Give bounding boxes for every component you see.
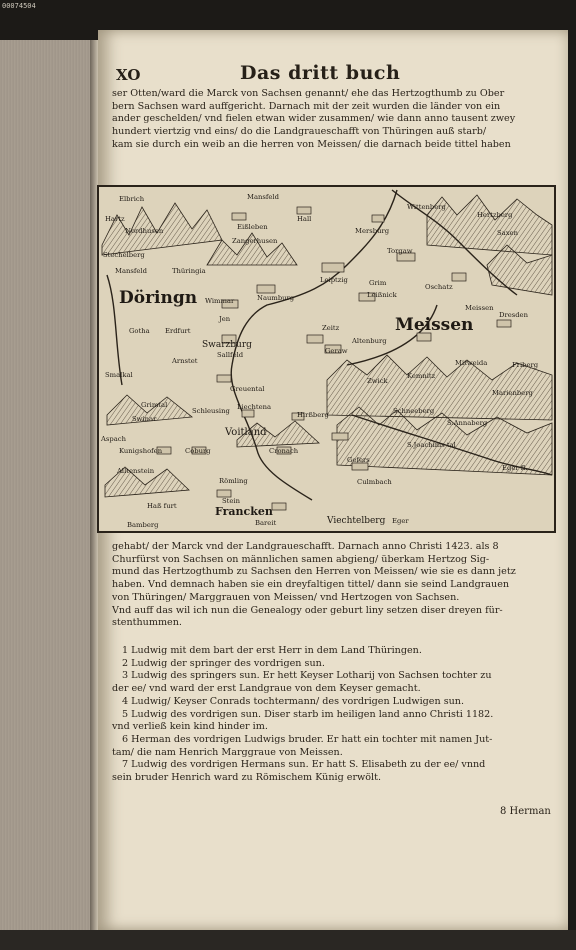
place-label: Zwick [367, 377, 388, 385]
place-label: Marienberg [492, 389, 533, 397]
place-label: Hall [297, 215, 312, 223]
text-line: hundert viertzig vnd eins/ do die Landgraueschafft von Thüringen auß starb/ [112, 126, 487, 138]
text-line: von Thüringen/ Marggrauen von Meissen/ vnd Hertzogen von Sachsen. [112, 591, 460, 603]
place-label: Viechtelberg [327, 516, 386, 526]
place-label: Mansfeld [115, 267, 147, 275]
text-block-bottom [112, 541, 558, 630]
place-label: Alltenstein [117, 467, 155, 475]
genealogy-line: 3 Ludwig des springers sun. Er hett Keyser Lotharij von Sachsen tochter zu [122, 670, 492, 682]
text-line: mund das Hertzogthumb zu Sachsen den Herren von Meissen/ wie sie es dann jetz [112, 566, 516, 578]
place-label: Meissen [465, 304, 494, 312]
place-label: S.Annaberg [447, 419, 488, 427]
genealogy-line: 2 Ludwig der springer des vordrigen sun. [122, 657, 325, 669]
place-label: Mersburg [355, 227, 390, 235]
place-label: Saxen [497, 229, 518, 237]
place-label: Schleusing [192, 407, 230, 415]
place-label: Grimtal [141, 401, 168, 409]
place-label: S.Joachims tal [407, 441, 456, 449]
place-label: Kemnitz [407, 372, 436, 380]
place-label: Stein [222, 497, 240, 505]
genealogy-line: 6 Herman des vordrigen Ludwigs bruder. Er hatt ein tochter mit namen Jut- [122, 733, 493, 745]
place-label: Swinar [132, 415, 157, 423]
place-label: Culmbach [357, 478, 392, 486]
text-line: stenthummen. [112, 617, 182, 629]
place-label: Stechelberg [103, 251, 145, 259]
place-label: Arnstet [172, 357, 198, 365]
scan-id: 00074504 [2, 2, 36, 10]
place-label: Swarzburg [202, 340, 252, 350]
region-label-voitland: Voitland [225, 427, 267, 438]
place-label: Eißleben [237, 223, 268, 231]
genealogy-line: 4 Ludwig/ Keyser Conrads tochtermann/ des vordrigen Ludwigen sun. [122, 695, 465, 707]
place-label: Schneeberg [393, 407, 435, 415]
place-label: Kunigshofen [119, 447, 163, 455]
place-label: Naumburg [257, 294, 295, 302]
genealogy-list [112, 645, 558, 785]
place-label: Aspach [101, 435, 126, 443]
scan-background [0, 930, 576, 950]
place-label: Haß furt [147, 502, 177, 510]
place-label: Hirßberg [297, 411, 329, 419]
place-label: Eger [392, 517, 409, 525]
place-label: Jen [219, 315, 231, 323]
place-label: Gotha [129, 327, 150, 335]
place-label: Bamberg [127, 521, 159, 529]
woodcut-map [97, 185, 556, 533]
genealogy-line: der ee/ vnd ward der erst Landgraue von dem Keyser gemacht. [112, 683, 421, 695]
place-label: Gefers [347, 456, 370, 464]
place-label: Eger fl. [502, 464, 528, 472]
running-title: Das dritt buch [240, 62, 401, 84]
text-line: kam sie durch ein weib an die herren von Meissen/ die darnach beide tittel haben [112, 138, 511, 150]
region-label-meissen: Meissen [395, 315, 474, 335]
text-line: ser Otten/ward die Marck von Sachsen genannt/ ehe das Hertzogthumb zu Ober [112, 88, 505, 99]
place-label: Bareit [255, 519, 277, 527]
place-label: Erdfurt [165, 327, 191, 335]
text-block-top [112, 88, 558, 152]
place-label: Hertzberg [477, 211, 513, 219]
place-label: Geraw [325, 347, 348, 355]
place-label: Wittenberg [407, 203, 446, 211]
place-label: Römling [219, 477, 248, 485]
folio-number: XO [116, 66, 141, 84]
place-label: Thüringia [172, 267, 206, 275]
place-label: Mitweida [455, 359, 488, 367]
place-label: Cronach [269, 447, 299, 455]
region-label-thuringia: Döringn [119, 288, 198, 308]
place-label: Zeitz [322, 324, 340, 332]
place-label: Mansfeld [247, 193, 279, 201]
text-line: gehabt/ der Marck vnd der Landgraueschafft. Darnach anno Christi 1423. als 8 [112, 541, 499, 552]
text-line: Vnd auff das wil ich nun die Genealogy oder geburt liny setzen diser dreyen für- [112, 604, 503, 616]
place-label: Sallfeld [217, 351, 244, 359]
text-line: haben. Vnd demnach haben sie ein dreyfaltigen tittel/ dann sie seind Landgrauen [112, 579, 510, 591]
place-label: Hartz [105, 215, 125, 223]
place-label: Nordhusen [125, 227, 164, 235]
place-label: Greuental [230, 385, 265, 393]
place-label: Torgaw [387, 247, 413, 255]
text-line: ander geschelden/ vnd fielen etwan wider zusammen/ wie dann anno tausent zwey [112, 113, 516, 125]
page-edges [0, 40, 92, 930]
place-label: Altenburg [352, 337, 387, 345]
place-label: Coburg [185, 447, 211, 455]
genealogy-line: 7 Ludwig des vordrigen Hermans sun. Er hatt S. Elisabeth zu der ee/ vnnd [122, 759, 486, 771]
place-label: Grim [369, 279, 387, 287]
place-label: Leiptzig [320, 276, 348, 284]
place-label: Friberg [512, 361, 539, 369]
genealogy-line: vnd verließ kein kind hinder im. [112, 721, 268, 733]
place-label: Leißnick [367, 291, 397, 299]
region-label-francken: Francken [215, 505, 273, 518]
place-label: Wimmar [205, 297, 235, 305]
genealogy-line: sein bruder Henrich ward zu Römischem Künig erwölt. [112, 772, 381, 784]
genealogy-line: 1 Ludwig mit dem bart der erst Herr in dem Land Thüringen. [122, 645, 422, 656]
place-label: Elbrich [119, 195, 145, 203]
place-label: Zangerhusen [232, 237, 278, 245]
genealogy-line: tam/ die nam Henrich Marggraue von Meissen. [112, 746, 343, 758]
text-line: Churfürst von Sachsen on männlichen samen abgieng/ überkam Hertzog Sig- [112, 553, 490, 565]
place-label: Oschatz [425, 283, 453, 291]
place-label: Dresden [499, 311, 528, 319]
catchword: 8 Herman [500, 806, 551, 817]
text-line: bern Sachsen ward auffgericht. Darnach mit der zeit wurden die länder von ein [112, 100, 501, 112]
place-label: Liechtena [237, 403, 272, 411]
genealogy-line: 5 Ludwig des vordrigen sun. Diser starb im heiligen land anno Christi 1182. [122, 708, 494, 720]
place-label: Smalkal [105, 371, 133, 379]
